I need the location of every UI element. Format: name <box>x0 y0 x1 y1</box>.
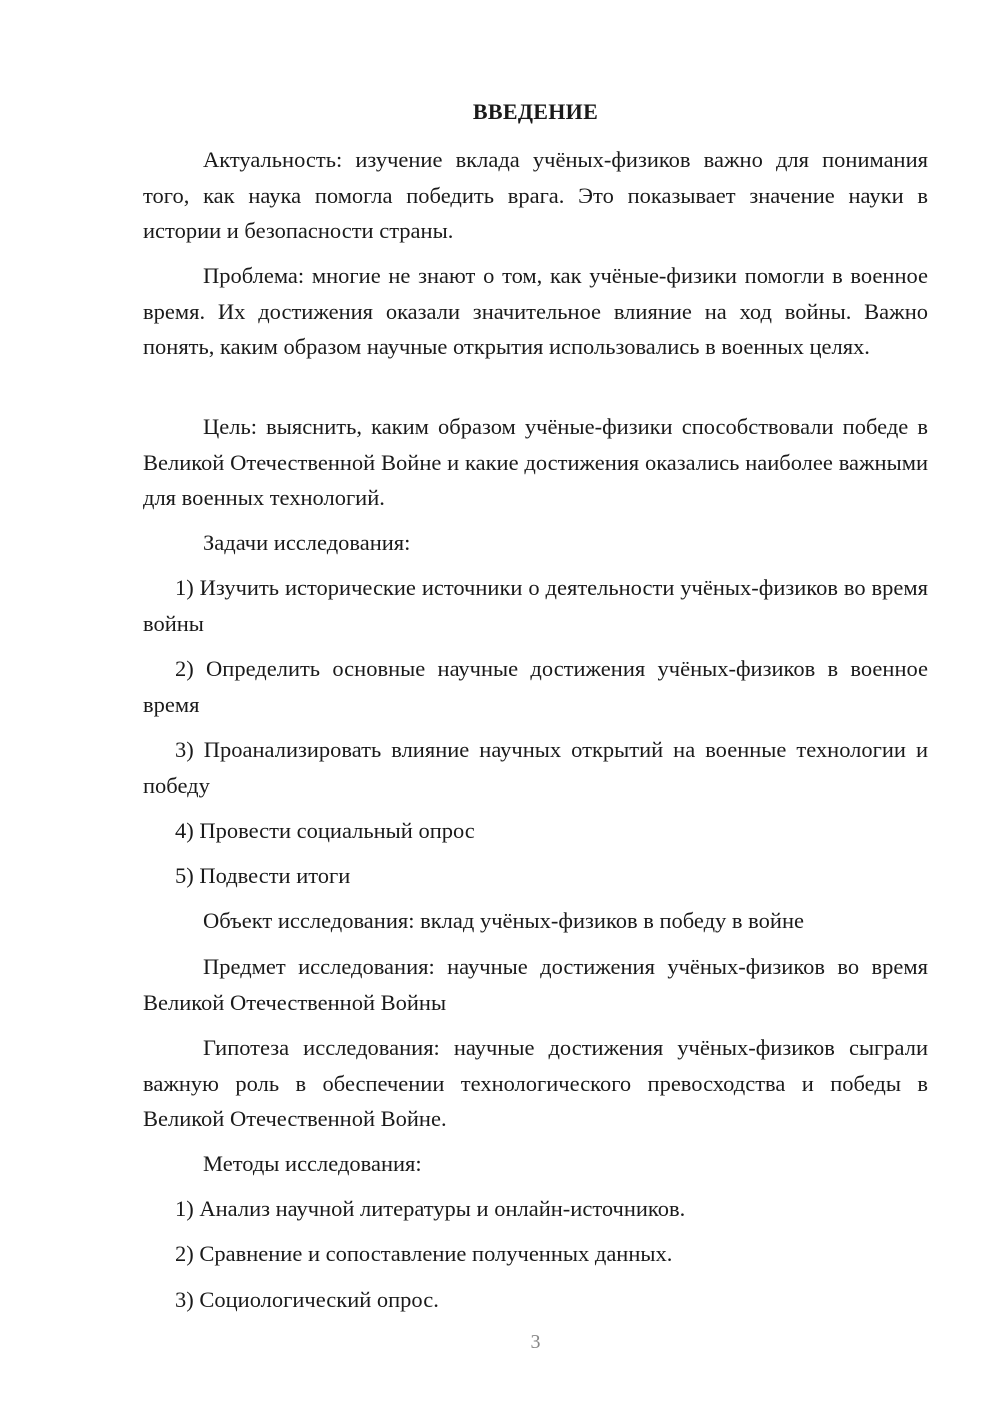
task-item-2: 2) Определить основные научные достижения учёных-физиков в военное время <box>143 656 928 717</box>
method-item-1: 1) Анализ научной литературы и онлайн-источников. <box>175 1196 686 1221</box>
goal-paragraph: Цель: выяснить, каким образом учёные-физики способствовали победе в Великой Отечественной Войне и какие достижения оказались наиболее важными для военных технологий. <box>143 414 928 510</box>
task-item-3: 3) Проанализировать влияние научных открытий на военные технологии и победу <box>143 737 928 798</box>
method-item-2: 2) Сравнение и сопоставление полученных данных. <box>175 1241 673 1266</box>
methods-heading: Методы исследования: <box>203 1151 422 1176</box>
subject-paragraph: Предмет исследования: научные достижения учёных-физиков во время Великой Отечественной Войны <box>143 954 928 1015</box>
task-item-5: 5) Подвести итоги <box>175 863 351 888</box>
object-paragraph: Объект исследования: вклад учёных-физиков в победу в войне <box>203 908 804 933</box>
relevance-paragraph: Актуальность: изучение вклада учёных-физиков важно для понимания того, как наука помогла победить врага. Это показывает значение науки в истории и безопасности страны. <box>143 147 928 243</box>
tasks-heading: Задачи исследования: <box>203 530 411 555</box>
method-item-3: 3) Социологический опрос. <box>175 1287 439 1312</box>
hypothesis-paragraph: Гипотеза исследования: научные достижения учёных-физиков сыграли важную роль в обеспечении технологического превосходства и победы в Великой Отечественной Войне. <box>143 1035 928 1131</box>
problem-paragraph: Проблема: многие не знают о том, как учёные-физики помогли в военное время. Их достижения оказали значительное влияние на ход войны. Важно понять, каким образом научные открытия использовались в военных целях. <box>143 263 928 359</box>
task-item-4: 4) Провести социальный опрос <box>175 818 475 843</box>
task-item-1: 1) Изучить исторические источники о деятельности учёных-физиков во время войны <box>143 575 928 636</box>
page-title: ВВЕДЕНИЕ <box>472 99 599 124</box>
page-number: 3 <box>530 1331 541 1353</box>
